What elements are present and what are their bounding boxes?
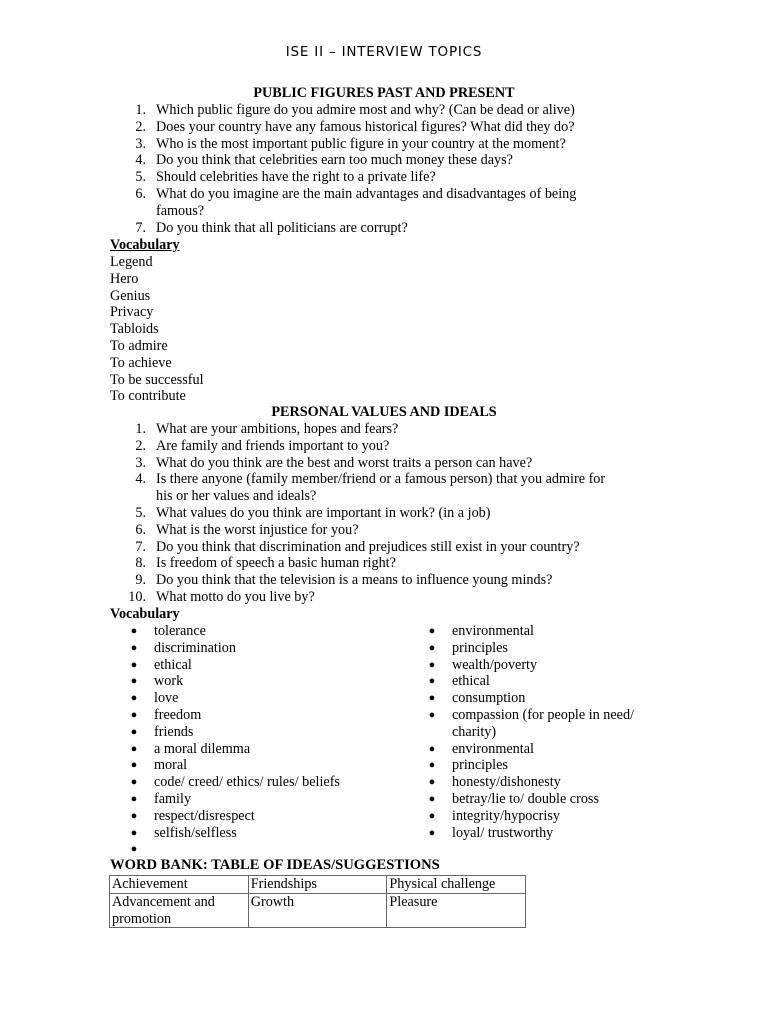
bullet-icon: ● [428,625,436,637]
list-item [130,690,410,707]
list-item: To contribute [110,388,186,405]
list-item: To achieve [110,354,172,371]
list-item [110,119,650,136]
vocab-word: ethical [154,656,192,673]
question-text: Which public figure do you admire most and why? (Can be dead or alive) [156,102,575,118]
table-cell: Pleasure [387,893,526,928]
vocab-word: a moral dilemma [154,740,251,757]
bullet-icon: ● [428,759,436,772]
vocabulary-list-left [130,623,410,858]
bullet-icon: ● [428,641,436,654]
question-text: Do you think that celebrities earn too much money these days? [156,152,513,169]
vocab-word: environmental [452,623,534,639]
list-item [130,640,410,657]
question-text: Is there anyone (family member/friend or a famous person) that you admire for his or her values and ideals? [156,471,606,505]
bullet-icon: ● [130,658,138,671]
vocab-word: honesty/dishonesty [452,774,561,791]
vocab-word: environmental [452,740,534,757]
question-number: 5. [135,169,146,186]
list-item [428,690,663,707]
list-item [110,505,650,522]
list-item [130,657,410,674]
bullet-icon: ● [428,792,436,805]
list-item: To be successful [110,371,204,388]
list-item [428,825,663,842]
list-item [428,657,663,674]
list-item [130,791,410,808]
question-text: Should celebrities have the right to a private life? [156,169,436,186]
bullet-icon: ● [130,725,138,738]
list-item [110,455,650,472]
table-cell: Achievement [110,876,249,894]
question-number: 5. [135,504,146,521]
vocab-word: respect/disrespect [154,807,255,824]
question-number: 7. [135,538,146,555]
bullet-icon: ● [130,759,138,772]
bullet-icon: ● [428,826,436,839]
list-item [428,808,663,825]
list-item [130,673,410,690]
question-text: What do you think are the best and worst traits a person can have? [156,454,533,471]
list-item: To admire [110,337,168,354]
question-number: 2. [135,118,146,135]
list-item [110,539,650,556]
public-figures-question-list [110,102,650,236]
question-number: 7. [135,219,146,236]
vocab-word: moral [154,757,188,774]
bullet-icon: ● [130,641,138,654]
list-item [428,673,663,690]
question-text: Are family and friends important to you? [156,437,390,454]
question-text: Does your country have any famous historical figures? What did they do? [156,118,575,135]
bullet-icon: ● [428,809,436,822]
list-item [130,825,410,842]
list-item [428,774,663,791]
table-cell: Advancement and promotion [110,893,249,928]
list-item [110,220,650,237]
bullet-icon: ● [428,708,436,721]
list-item [110,589,650,606]
list-item: Tabloids [110,321,159,338]
vocab-word: betray/lie to/ double cross [452,790,599,807]
bullet-icon: ● [428,675,436,688]
table-cell: Physical challenge [387,876,526,894]
question-number: 8. [135,555,146,572]
list-item [110,572,650,589]
table-cell: Friendships [248,876,387,894]
list-item [130,707,410,724]
list-item [428,741,663,758]
bullet-icon: ● [130,708,138,721]
list-item [428,707,663,741]
vocab-word: discrimination [154,639,236,656]
vocab-word: family [154,790,192,807]
list-item [110,438,650,455]
question-number: 3. [135,135,146,152]
bullet-icon: ● [428,742,436,755]
question-text: What do you imagine are the main advantages and disadvantages of being famous? [156,185,577,219]
list-item [428,791,663,808]
question-number: 2. [135,437,146,454]
question-text: Who is the most important public figure in your country at the moment? [156,135,566,152]
question-number: 3. [135,454,146,471]
bullet-icon: ● [130,826,138,839]
list-item [130,741,410,758]
question-text: Do you think that all politicians are corrupt? [156,219,408,236]
question-text: What motto do you live by? [156,588,315,605]
vocab-word: code/ creed/ ethics/ rules/ beliefs [154,774,340,791]
question-number: 10. [128,588,146,605]
bullet-icon: ● [428,658,436,671]
vocab-word: integrity/hypocrisy [452,807,560,824]
list-item [428,757,663,774]
vocab-word: work [154,673,184,690]
section-heading-personal-values: PERSONAL VALUES AND IDEALS [271,404,497,420]
question-number: 4. [135,471,146,488]
table-row [110,893,526,928]
bullet-icon: ● [130,843,138,856]
bullet-icon: ● [130,742,138,755]
bullet-icon: ● [130,792,138,805]
list-item [428,640,663,657]
list-item [110,169,650,186]
question-number: 4. [135,152,146,169]
vocab-word: wealth/poverty [452,656,538,673]
vocab-word: consumption [452,690,526,707]
vocab-word: compassion (for people in need/ charity) [452,706,635,740]
bullet-icon: ● [428,776,436,789]
question-text: What are your ambitions, hopes and fears? [156,421,399,437]
question-text: Is freedom of speech a basic human right? [156,555,396,572]
vocab-word: freedom [154,706,202,723]
bullet-icon: ● [130,692,138,705]
table-cell: Growth [248,893,387,928]
vocab-word: principles [452,639,508,656]
question-text: What values do you think are important in work? (in a job) [156,504,491,521]
vocab-word: friends [154,723,194,740]
vocab-word: love [154,690,179,707]
word-bank-heading: WORD BANK: TABLE OF IDEAS/SUGGESTIONS [110,857,440,873]
list-item [130,623,410,640]
question-number: 1. [135,421,146,437]
list-item [110,102,650,119]
list-item [130,757,410,774]
vocabulary-list-right [428,623,663,841]
vocab-word: ethical [452,673,490,690]
bullet-icon: ● [130,625,138,637]
question-text: Do you think that discrimination and prejudices still exist in your country? [156,538,580,555]
list-item [428,623,663,640]
bullet-icon: ● [130,675,138,688]
list-item [110,136,650,153]
personal-values-question-list [110,421,650,606]
public-figures-vocabulary-list [110,254,204,405]
list-item [130,808,410,825]
list-item [130,774,410,791]
list-item [130,724,410,741]
list-item: Legend [110,254,153,270]
list-item [110,471,650,505]
question-number: 1. [135,102,146,118]
question-number: 9. [135,572,146,589]
bullet-icon: ● [130,809,138,822]
list-item [110,555,650,572]
question-text: Do you think that the television is a means to influence young minds? [156,572,553,589]
vocabulary-heading: Vocabulary [110,606,180,622]
table-row [110,876,526,894]
list-item [110,522,650,539]
vocab-word: tolerance [154,623,206,639]
bullet-icon: ● [130,776,138,789]
vocabulary-heading: Vocabulary [110,237,180,253]
list-item [110,421,650,438]
list-item: Privacy [110,304,154,321]
list-item: Genius [110,287,151,304]
section-heading-public-figures: PUBLIC FIGURES PAST AND PRESENT [253,85,515,101]
question-number: 6. [135,521,146,538]
vocab-word: loyal/ trustworthy [452,824,554,841]
word-bank-table [109,875,526,928]
question-number: 6. [135,185,146,202]
list-item [110,186,650,220]
list-item [130,841,410,858]
vocab-word: principles [452,757,508,774]
question-text: What is the worst injustice for you? [156,521,359,538]
bullet-icon: ● [428,692,436,705]
list-item: Hero [110,270,139,287]
list-item [110,152,650,169]
document-title: ISE II – INTERVIEW TOPICS [285,44,483,60]
vocab-word: selfish/selfless [154,824,237,841]
